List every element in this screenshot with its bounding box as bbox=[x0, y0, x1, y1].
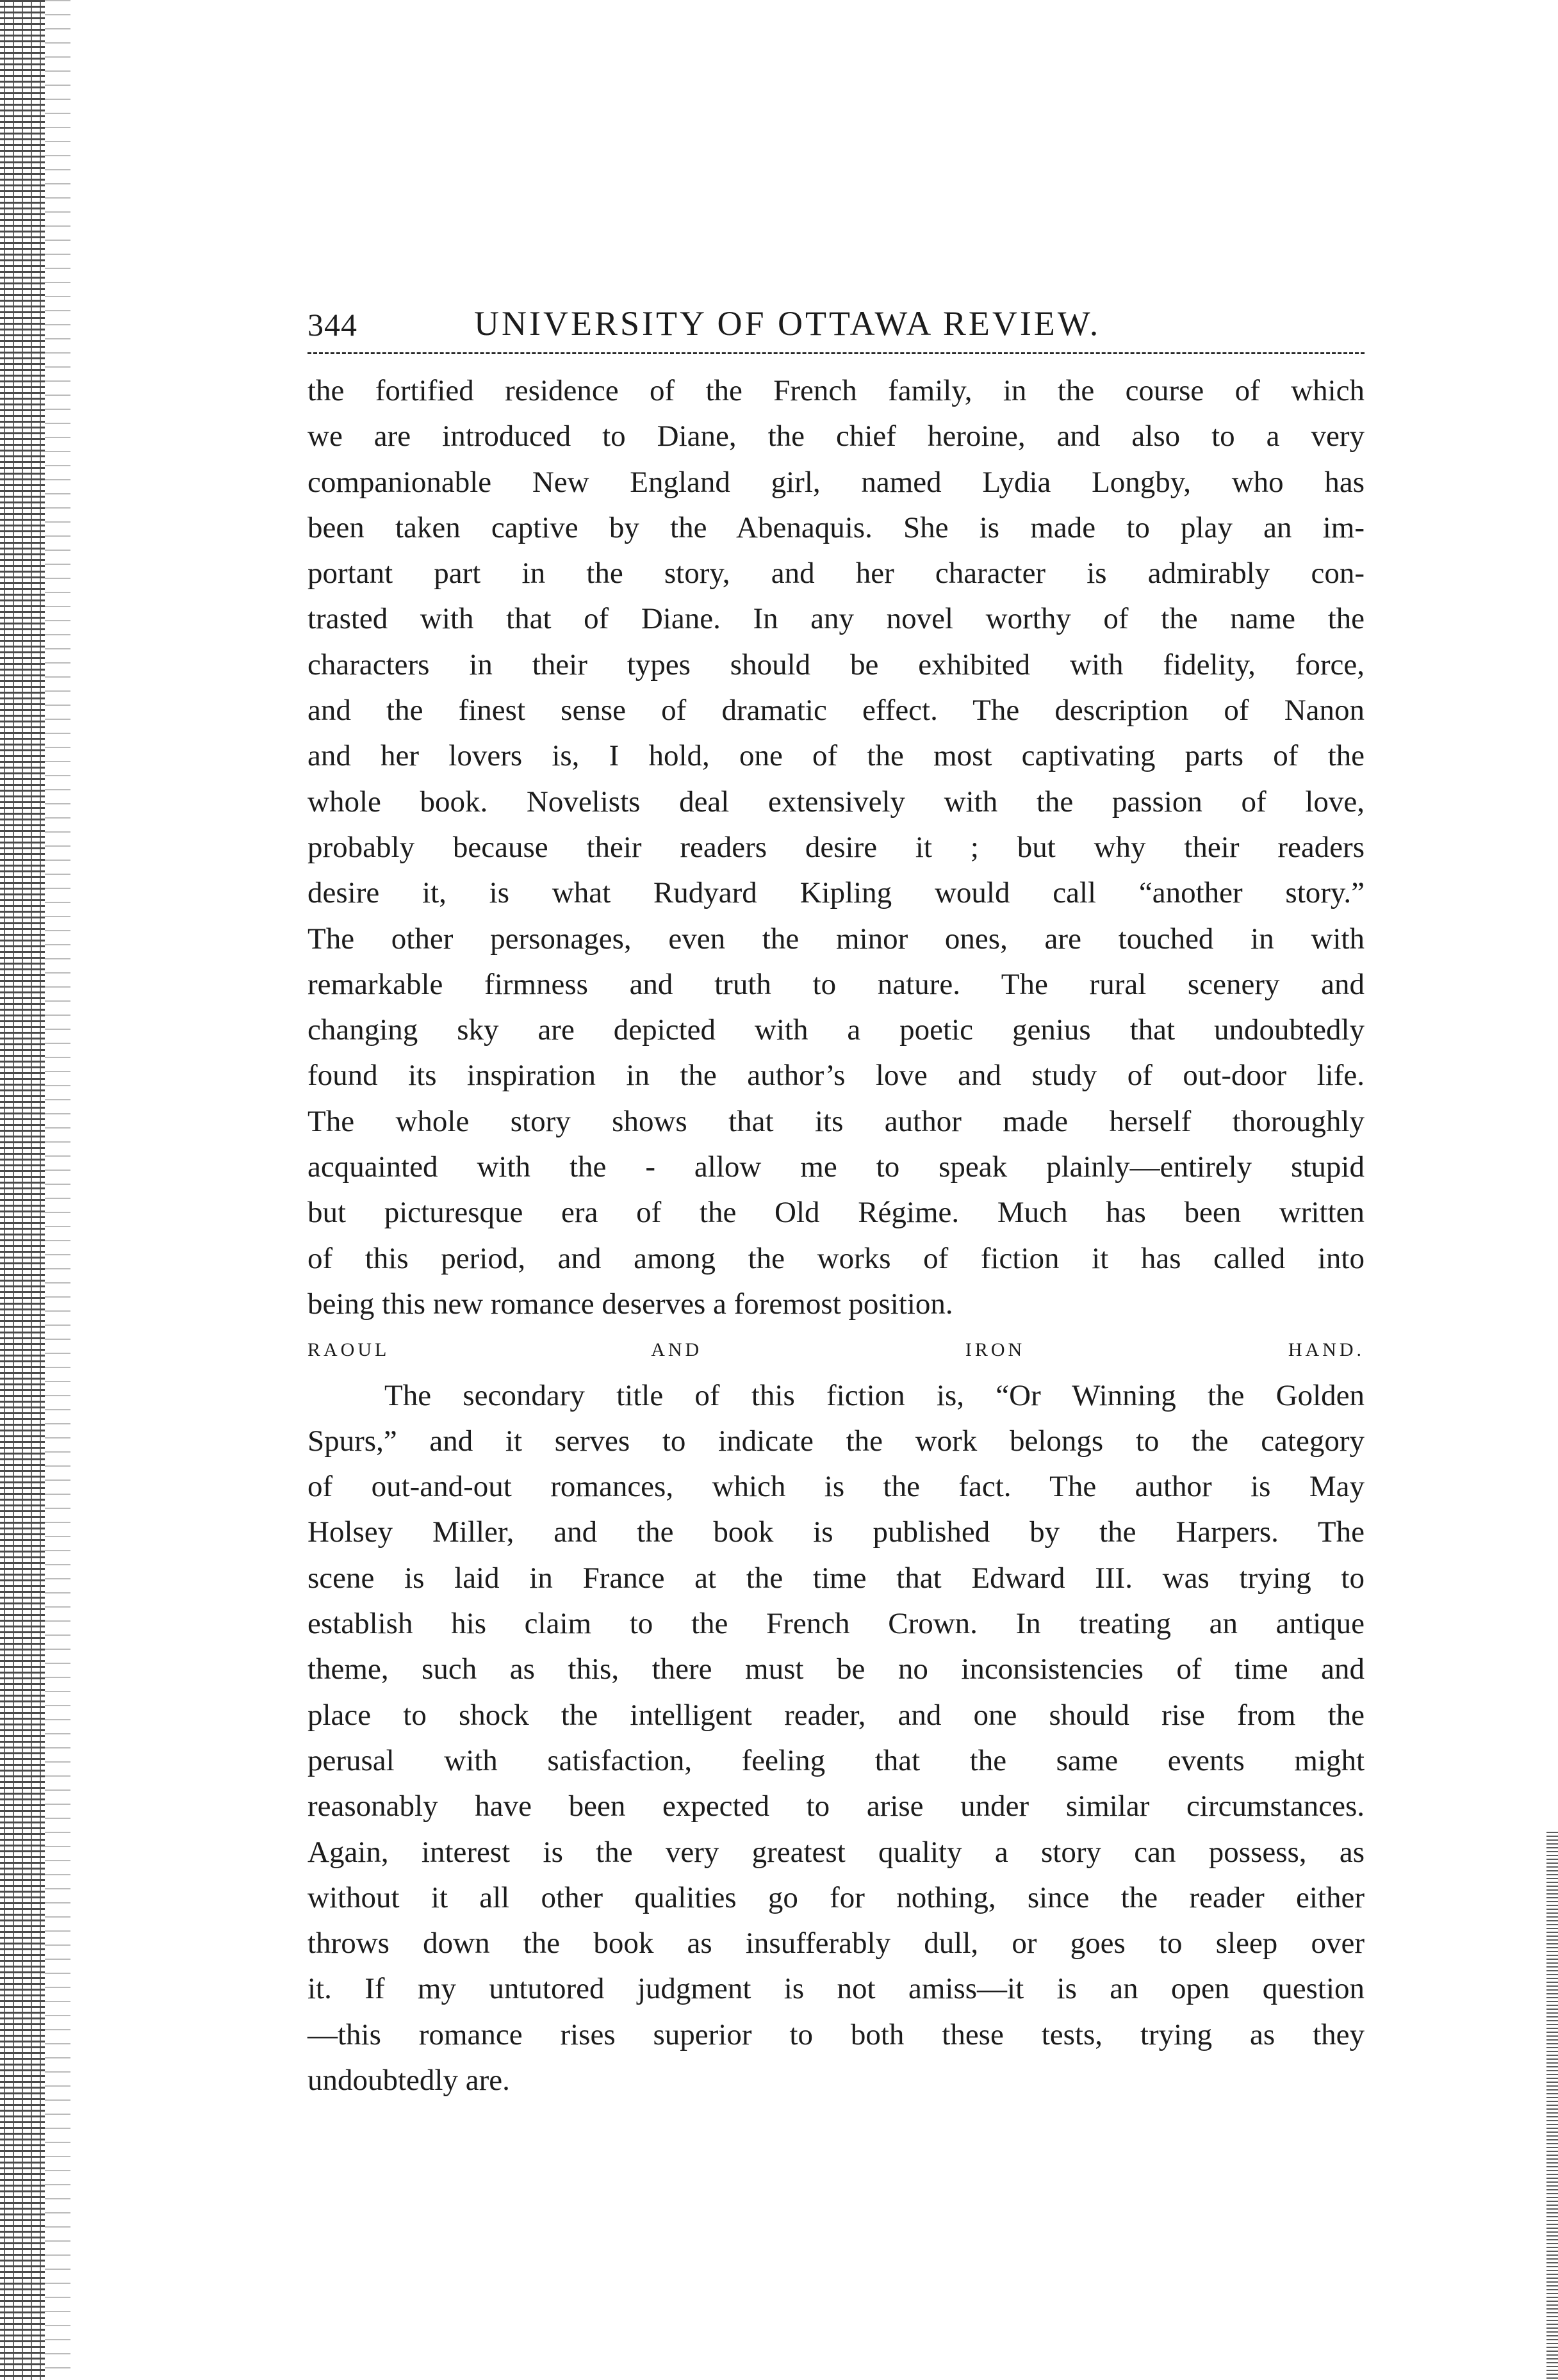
text-line: —this romance rises superior to both these tests, trying as they bbox=[308, 2017, 1365, 2051]
text-line: characters in their types should be exhibited with fidelity, force, bbox=[308, 648, 1365, 681]
text-line: theme, such as this, there must be no inconsistencies of time and bbox=[308, 1652, 1365, 1686]
text-line: perusal with satisfaction, feeling that the same events might bbox=[308, 1743, 1365, 1777]
text-line: the fortified residence of the French family, in the course of which bbox=[308, 374, 1365, 407]
text-line: throws down the book as insufferably dull, or goes to sleep over bbox=[308, 1927, 1365, 1960]
text-line: but picturesque era of the Old Régime. Much has been written bbox=[308, 1196, 1365, 1230]
text-line: being this new romance deserves a foremost position. bbox=[308, 1287, 953, 1321]
text-line: of out-and-out romances, which is the fact. The author is May bbox=[308, 1470, 1365, 1504]
journal-title: UNIVERSITY OF OTTAWA REVIEW. bbox=[474, 304, 1101, 343]
text-line: desire it, is what Rudyard Kipling would call “another story.” bbox=[308, 876, 1365, 910]
text-line: remarkable firmness and truth to nature. The rural scenery and bbox=[308, 967, 1365, 1001]
text-line: Again, interest is the very greatest quality a story can possess, as bbox=[308, 1835, 1365, 1869]
paragraph-2 bbox=[308, 1373, 1365, 2104]
scan-binding-shadow bbox=[45, 0, 70, 2380]
text-line: The whole story shows that its author made herself thoroughly bbox=[308, 1104, 1365, 1138]
book-page bbox=[308, 301, 1365, 2103]
running-head bbox=[308, 301, 1365, 354]
text-line: and her lovers is, I hold, one of the most captivating parts of the bbox=[308, 739, 1365, 773]
text-line: of this period, and among the works of fiction it has called into bbox=[308, 1241, 1365, 1275]
text-line: been taken captive by the Abenaquis. She is made to play an im- bbox=[308, 510, 1365, 544]
text-line: changing sky are depicted with a poetic genius that undoubtedly bbox=[308, 1013, 1365, 1047]
text-line: it. If my untutored judgment is not amiss—it is an open question bbox=[308, 1972, 1365, 2006]
page-number: 344 bbox=[308, 307, 357, 343]
text-line: reasonably have been expected to arise under similar circumstances. bbox=[308, 1789, 1365, 1823]
text-line: scene is laid in France at the time that Edward III. was trying to bbox=[308, 1561, 1365, 1595]
text-line: The secondary title of this fiction is, “Or Winning the Golden bbox=[384, 1378, 1365, 1412]
text-line: Holsey Miller, and the book is published by the Harpers. The bbox=[308, 1515, 1365, 1549]
text-line: probably because their readers desire it ; but why their readers bbox=[308, 830, 1365, 864]
text-line: portant part in the story, and her character is admirably con- bbox=[308, 557, 1365, 591]
text-line: found its inspiration in the author’s love and study of out-door life. bbox=[308, 1059, 1365, 1093]
text-line: whole book. Novelists deal extensively with the passion of love, bbox=[308, 785, 1365, 819]
text-line: without it all other qualities go for nothing, since the reader either bbox=[308, 1880, 1365, 1914]
scan-binding-edge-right bbox=[1546, 1832, 1558, 2380]
text-line: companionable New England girl, named Lydia Longby, who has bbox=[308, 465, 1365, 499]
text-line: undoubtedly are. bbox=[308, 2063, 510, 2097]
text-line: we are introduced to Diane, the chief heroine, and also to a very bbox=[308, 420, 1365, 453]
page-body bbox=[308, 368, 1365, 2103]
scan-binding-edge-left bbox=[0, 0, 45, 2380]
text-line: place to shock the intelligent reader, and one should rise from the bbox=[308, 1698, 1365, 1732]
paragraph-1 bbox=[308, 368, 1365, 1327]
text-line: Spurs,” and it serves to indicate the work belongs to the category bbox=[308, 1424, 1365, 1458]
text-line: establish his claim to the French Crown. In treating an antique bbox=[308, 1607, 1365, 1641]
text-line: and the finest sense of dramatic effect. The description of Nanon bbox=[308, 694, 1365, 728]
section-heading: RAOUL AND IRON HAND. bbox=[308, 1339, 1365, 1361]
text-line: The other personages, even the minor ones, are touched in with bbox=[308, 922, 1365, 956]
text-line: trasted with that of Diane. In any novel worthy of the name the bbox=[308, 602, 1365, 636]
text-line: acquainted with the - allow me to speak plainly—entirely stupid bbox=[308, 1150, 1365, 1184]
